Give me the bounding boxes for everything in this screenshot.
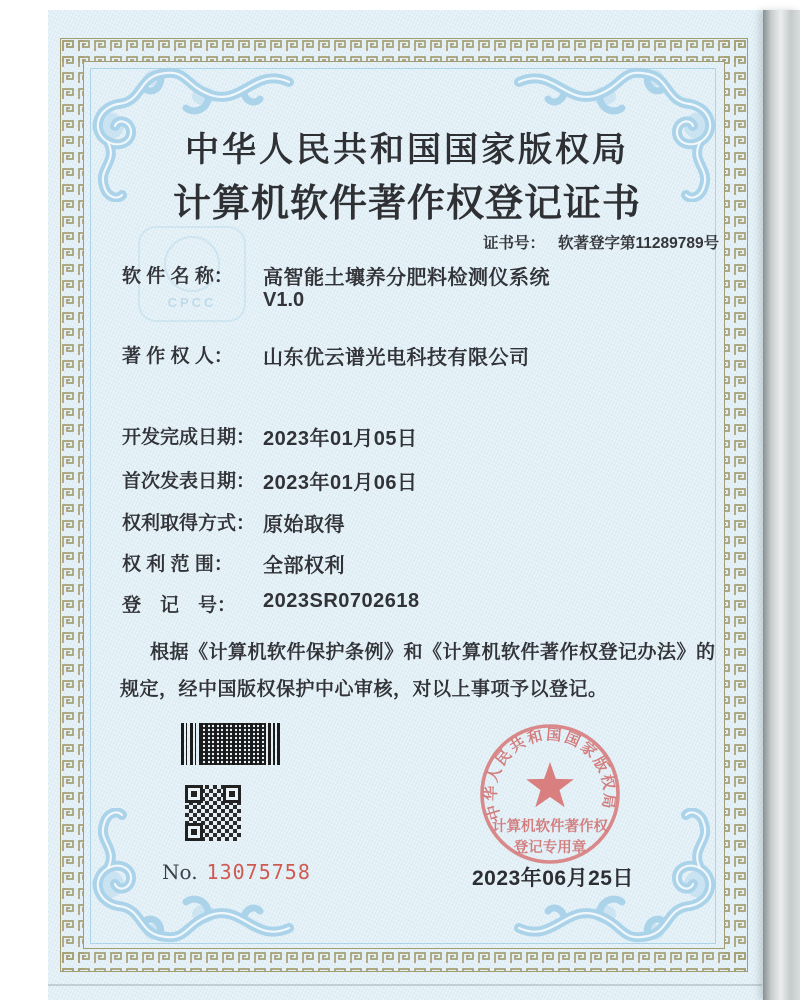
field-value: 山东优云谱光电科技有限公司 xyxy=(263,347,530,369)
field-label: 开发完成日期： xyxy=(122,427,256,448)
field-value: 2023年01月05日 xyxy=(263,428,418,450)
field-value: 全部权利 xyxy=(263,555,345,577)
barcode-right-bars xyxy=(264,723,280,765)
certificate-number-value: 软著登字第11289789号 xyxy=(558,235,720,252)
page-edge-shadow xyxy=(763,10,800,1000)
barcode-data-area xyxy=(201,723,264,765)
barcode xyxy=(181,723,280,765)
serial-number-label: No. xyxy=(162,860,198,884)
qr-finder-icon xyxy=(185,785,203,803)
issuing-authority-title: 中华人民共和国国家版权局 xyxy=(185,130,629,170)
official-seal xyxy=(470,714,630,874)
qr-finder-icon xyxy=(223,785,241,803)
qr-code xyxy=(185,785,241,841)
field-label: 权利取得方式： xyxy=(122,513,256,534)
seal-text-line1: 计算机软件著作权 xyxy=(492,819,608,835)
serial-number-value: 13075758 xyxy=(206,860,311,884)
field-label: 首次发表日期： xyxy=(122,471,256,492)
certificate-number-label: 证书号： xyxy=(483,235,546,252)
seal-text-line2: 登记专用章 xyxy=(513,840,587,856)
barcode-left-bars xyxy=(181,723,201,765)
certificate-number xyxy=(483,231,719,253)
field-value: 2023SR0702618 xyxy=(263,590,420,612)
registration-statement-line1: 根据《计算机软件保护条例》和《计算机软件著作权登记办法》的 xyxy=(150,642,716,663)
page-fold-line xyxy=(48,984,762,986)
issue-date: 2023年06月25日 xyxy=(472,867,634,890)
field-value: 2023年01月06日 xyxy=(263,472,418,494)
serial-number xyxy=(162,860,311,884)
field-label: 软 件 名 称： xyxy=(122,266,233,287)
field-label: 登 记 号： xyxy=(122,595,237,616)
seal-star-icon xyxy=(526,762,574,807)
registration-statement-line2: 规定，经中国版权保护中心审核，对以上事项予以登记。 xyxy=(120,679,608,700)
field-software-version: V1.0 xyxy=(263,289,305,311)
certificate-title: 计算机软件著作权登记证书 xyxy=(172,180,641,225)
field-label: 著 作 权 人： xyxy=(122,346,233,367)
qr-finder-icon xyxy=(185,823,203,841)
field-value: 高智能土壤养分肥料检测仪系统 xyxy=(263,267,550,289)
field-value: 原始取得 xyxy=(263,514,345,536)
seal-ring-text: 中华人民共和国国家版权局 xyxy=(482,726,618,822)
field-label: 权 利 范 围： xyxy=(122,554,233,575)
cpcc-watermark-text: CPCC xyxy=(167,295,217,310)
